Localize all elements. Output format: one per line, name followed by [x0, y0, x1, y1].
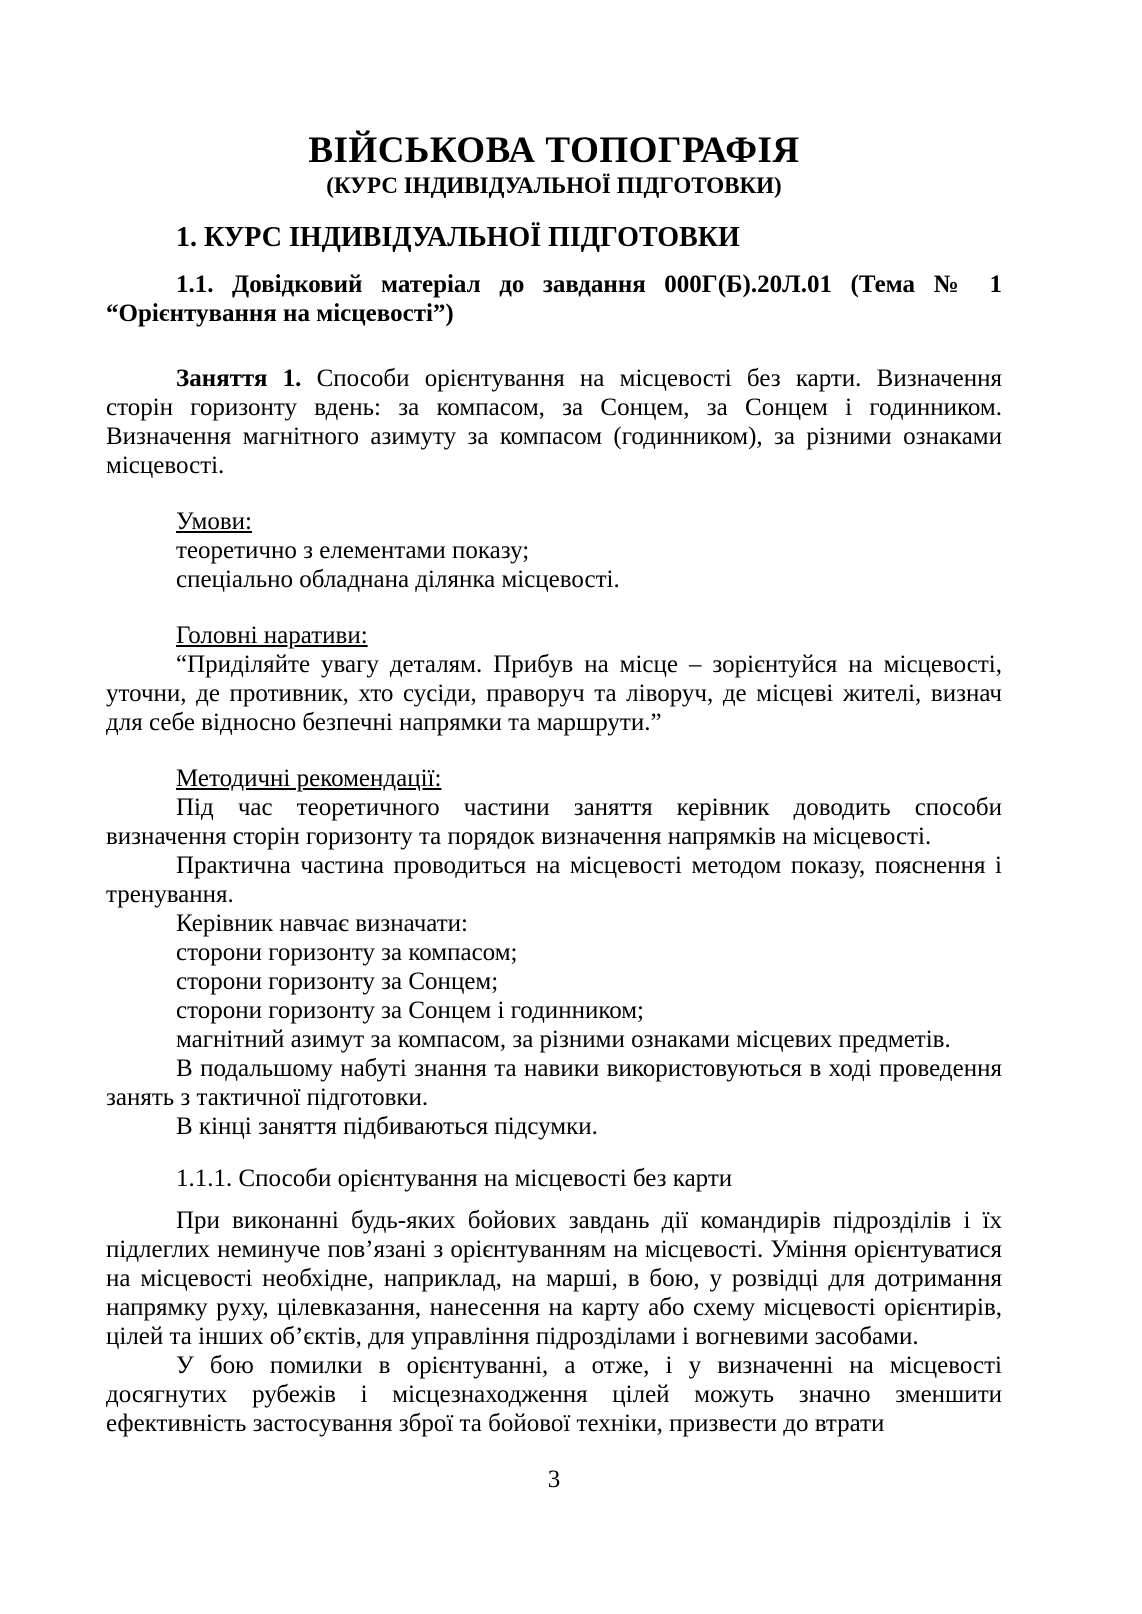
teaches-item: сторони горизонту за компасом;	[176, 939, 518, 966]
section-heading: 1.1. Довідковий матеріал до завдання 000Г(Б).20Л.01 (Тема № 1 “Орієнтування на місцевості”)	[106, 271, 1002, 327]
teaches-label: Керівник навчає визначати:	[176, 910, 469, 937]
lesson-paragraph	[106, 364, 1002, 480]
conditions-label-text: Умови:	[176, 508, 252, 535]
recommendations-label	[106, 764, 1002, 793]
recommendation-paragraph: Практична частина проводиться на місцевості методом показу, пояснення і тренування.	[106, 852, 1002, 908]
body-paragraph: У бою помилки в орієнтуванні, а отже, і у визначенні на місцевості досягнутих рубежів і місцезнаходження цілей можуть значно зменшити ефективність застосування зброї та бойової техніки, призвести до втрати	[106, 1352, 1002, 1437]
teaches-item: сторони горизонту за Сонцем;	[176, 968, 499, 995]
document-subtitle: (КУРС ІНДИВІДУАЛЬНОЇ ПІДГОТОВКИ)	[326, 173, 782, 198]
recommendation-paragraph: Під час теоретичного частини заняття керівник доводить способи визначення сторін горизонту та порядок визначення напрямків на місцевості.	[106, 794, 1002, 850]
chapter-heading: 1. КУРС ІНДИВІДУАЛЬНОЇ ПІДГОТОВКИ	[176, 222, 740, 253]
condition-item: спеціально обладнана ділянка місцевості.	[176, 566, 620, 593]
body-paragraph: При виконанні будь-яких бойових завдань дії командирів підрозділів і їх підлеглих неминуче пов’язані з орієнтуванням на місцевості. Уміння орієнтуватися на місцевості необхідне, наприклад, на марші, в бою, у розвідці для дотримання напрямку руху, цілевказання, нанесення на карту або схему місцевості орієнтирів, цілей та інших об’єктів, для управління підрозділами і вогневими засобами.	[106, 1207, 1002, 1350]
narratives-quote: “Приділяйте увагу деталям. Прибув на місце – зорієнтуйся на місцевості, уточни, де противник, хто сусіди, праворуч та ліворуч, де місцеві жителі, визнач для себе відносно безпечні напрямки та маршрути.”	[106, 651, 1002, 736]
subsection-heading: 1.1.1. Способи орієнтування на місцевості без карти	[176, 1165, 733, 1192]
lesson-label: Заняття 1.	[176, 365, 302, 392]
closing-paragraph: В кінці заняття підбиваються підсумки.	[176, 1113, 598, 1140]
narratives-label	[106, 621, 1002, 650]
teaches-item: магнітний азимут за компасом, за різними ознаками місцевих предметів.	[176, 1026, 951, 1053]
condition-item: теоретично з елементами показу;	[176, 537, 530, 564]
lesson-text: Способи орієнтування на місцевості без карти. Визначення сторін горизонту вдень: за компасом, за Сонцем, за Сонцем і годинником. Визначення магнітного азимуту за компасом (годинником), за різними ознаками місцевості.	[106, 365, 1002, 479]
teaches-item: сторони горизонту за Сонцем і годинником;	[176, 997, 644, 1024]
narratives-label-text: Головні наративи:	[176, 622, 368, 649]
conditions-label	[106, 507, 1002, 536]
recommendations-label-text: Методичні рекомендації:	[176, 765, 442, 792]
closing-paragraph: В подальшому набуті знання та навики використовуються в ході проведення занять з тактичної підготовки.	[106, 1055, 1002, 1111]
page-number: 3	[547, 1466, 561, 1493]
document-title: ВІЙСЬКОВА ТОПОГРАФІЯ	[308, 130, 800, 171]
